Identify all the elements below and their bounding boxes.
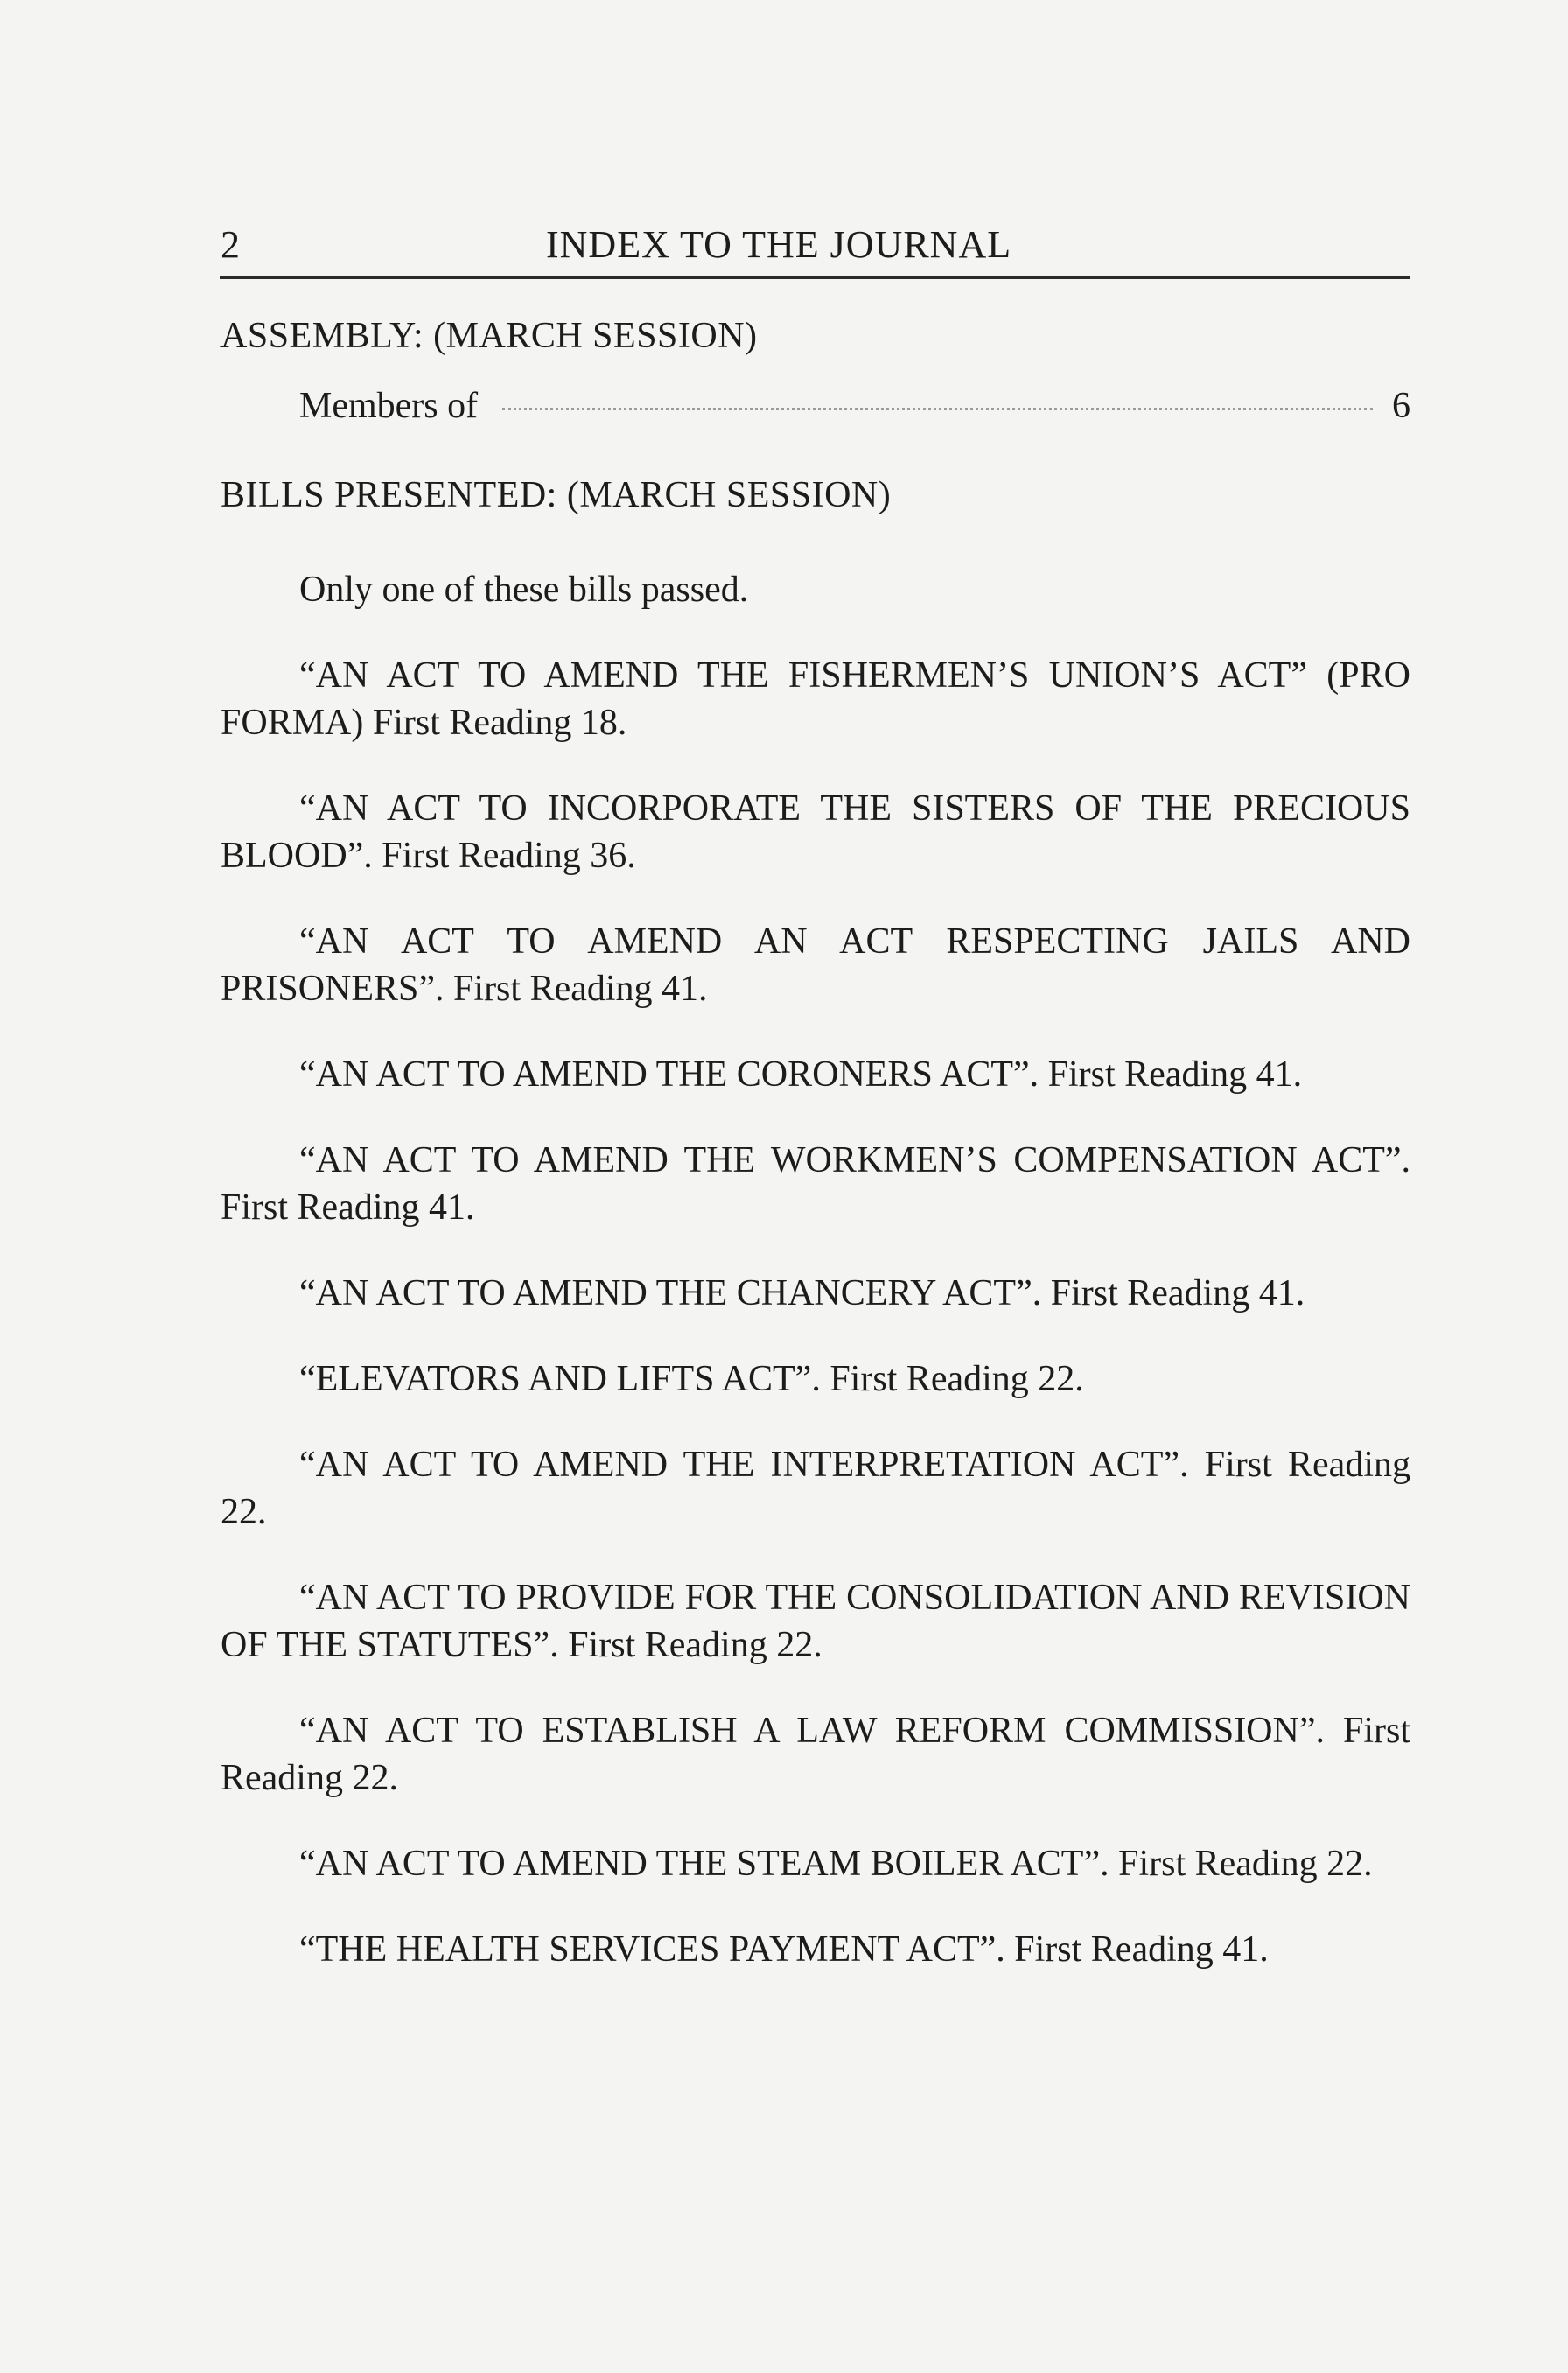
- header-rule: [220, 276, 1410, 279]
- index-entry-page: 6: [1392, 386, 1410, 426]
- bill-entry: “ELEVATORS AND LIFTS ACT”. First Reading 22.: [299, 1359, 1084, 1399]
- document-page: [220, 219, 1410, 1973]
- page-title: INDEX TO THE JOURNAL: [546, 223, 1012, 266]
- bill-entry: “AN ACT TO AMEND THE CHANCERY ACT”. First Reading 41.: [299, 1273, 1306, 1313]
- bills-note: Only one of these bills passed.: [299, 570, 749, 610]
- bill-entry: “AN ACT TO AMEND THE STEAM BOILER ACT”. First Reading 22.: [299, 1844, 1373, 1884]
- bill-entry: “AN ACT TO AMEND AN ACT RESPECTING JAILS AND PRISONERS”. First Reading 41.: [220, 921, 1410, 1009]
- dot-leader: [502, 408, 1373, 410]
- bill-entry: “AN ACT TO AMEND THE FISHERMEN’S UNION’S ACT” (PRO FORMA) First Reading 18.: [220, 655, 1410, 743]
- bill-entry: “AN ACT TO AMEND THE CORONERS ACT”. First Reading 41.: [299, 1054, 1303, 1095]
- bill-entry: “AN ACT TO ESTABLISH A LAW REFORM COMMISSION”. First Reading 22.: [220, 1711, 1410, 1798]
- index-entry-members: [220, 382, 1410, 430]
- page-number: 2: [220, 223, 240, 266]
- bill-entry: “AN ACT TO AMEND THE INTERPRETATION ACT”. First Reading 22.: [220, 1445, 1410, 1532]
- running-head: [220, 219, 1410, 271]
- bill-entry: “AN ACT TO PROVIDE FOR THE CONSOLIDATION AND REVISION OF THE STATUTES”. First Reading 22.: [220, 1578, 1410, 1665]
- section-heading-bills: BILLS PRESENTED: (MARCH SESSION): [220, 475, 892, 515]
- bill-entry: “AN ACT TO INCORPORATE THE SISTERS OF THE PRECIOUS BLOOD”. First Reading 36.: [220, 788, 1410, 876]
- bill-entry: “THE HEALTH SERVICES PAYMENT ACT”. First Reading 41.: [299, 1929, 1269, 1970]
- bill-entry: “AN ACT TO AMEND THE WORKMEN’S COMPENSATION ACT”. First Reading 41.: [220, 1140, 1410, 1228]
- section-heading-assembly: ASSEMBLY: (MARCH SESSION): [220, 316, 758, 356]
- index-entry-label: Members of: [299, 386, 479, 426]
